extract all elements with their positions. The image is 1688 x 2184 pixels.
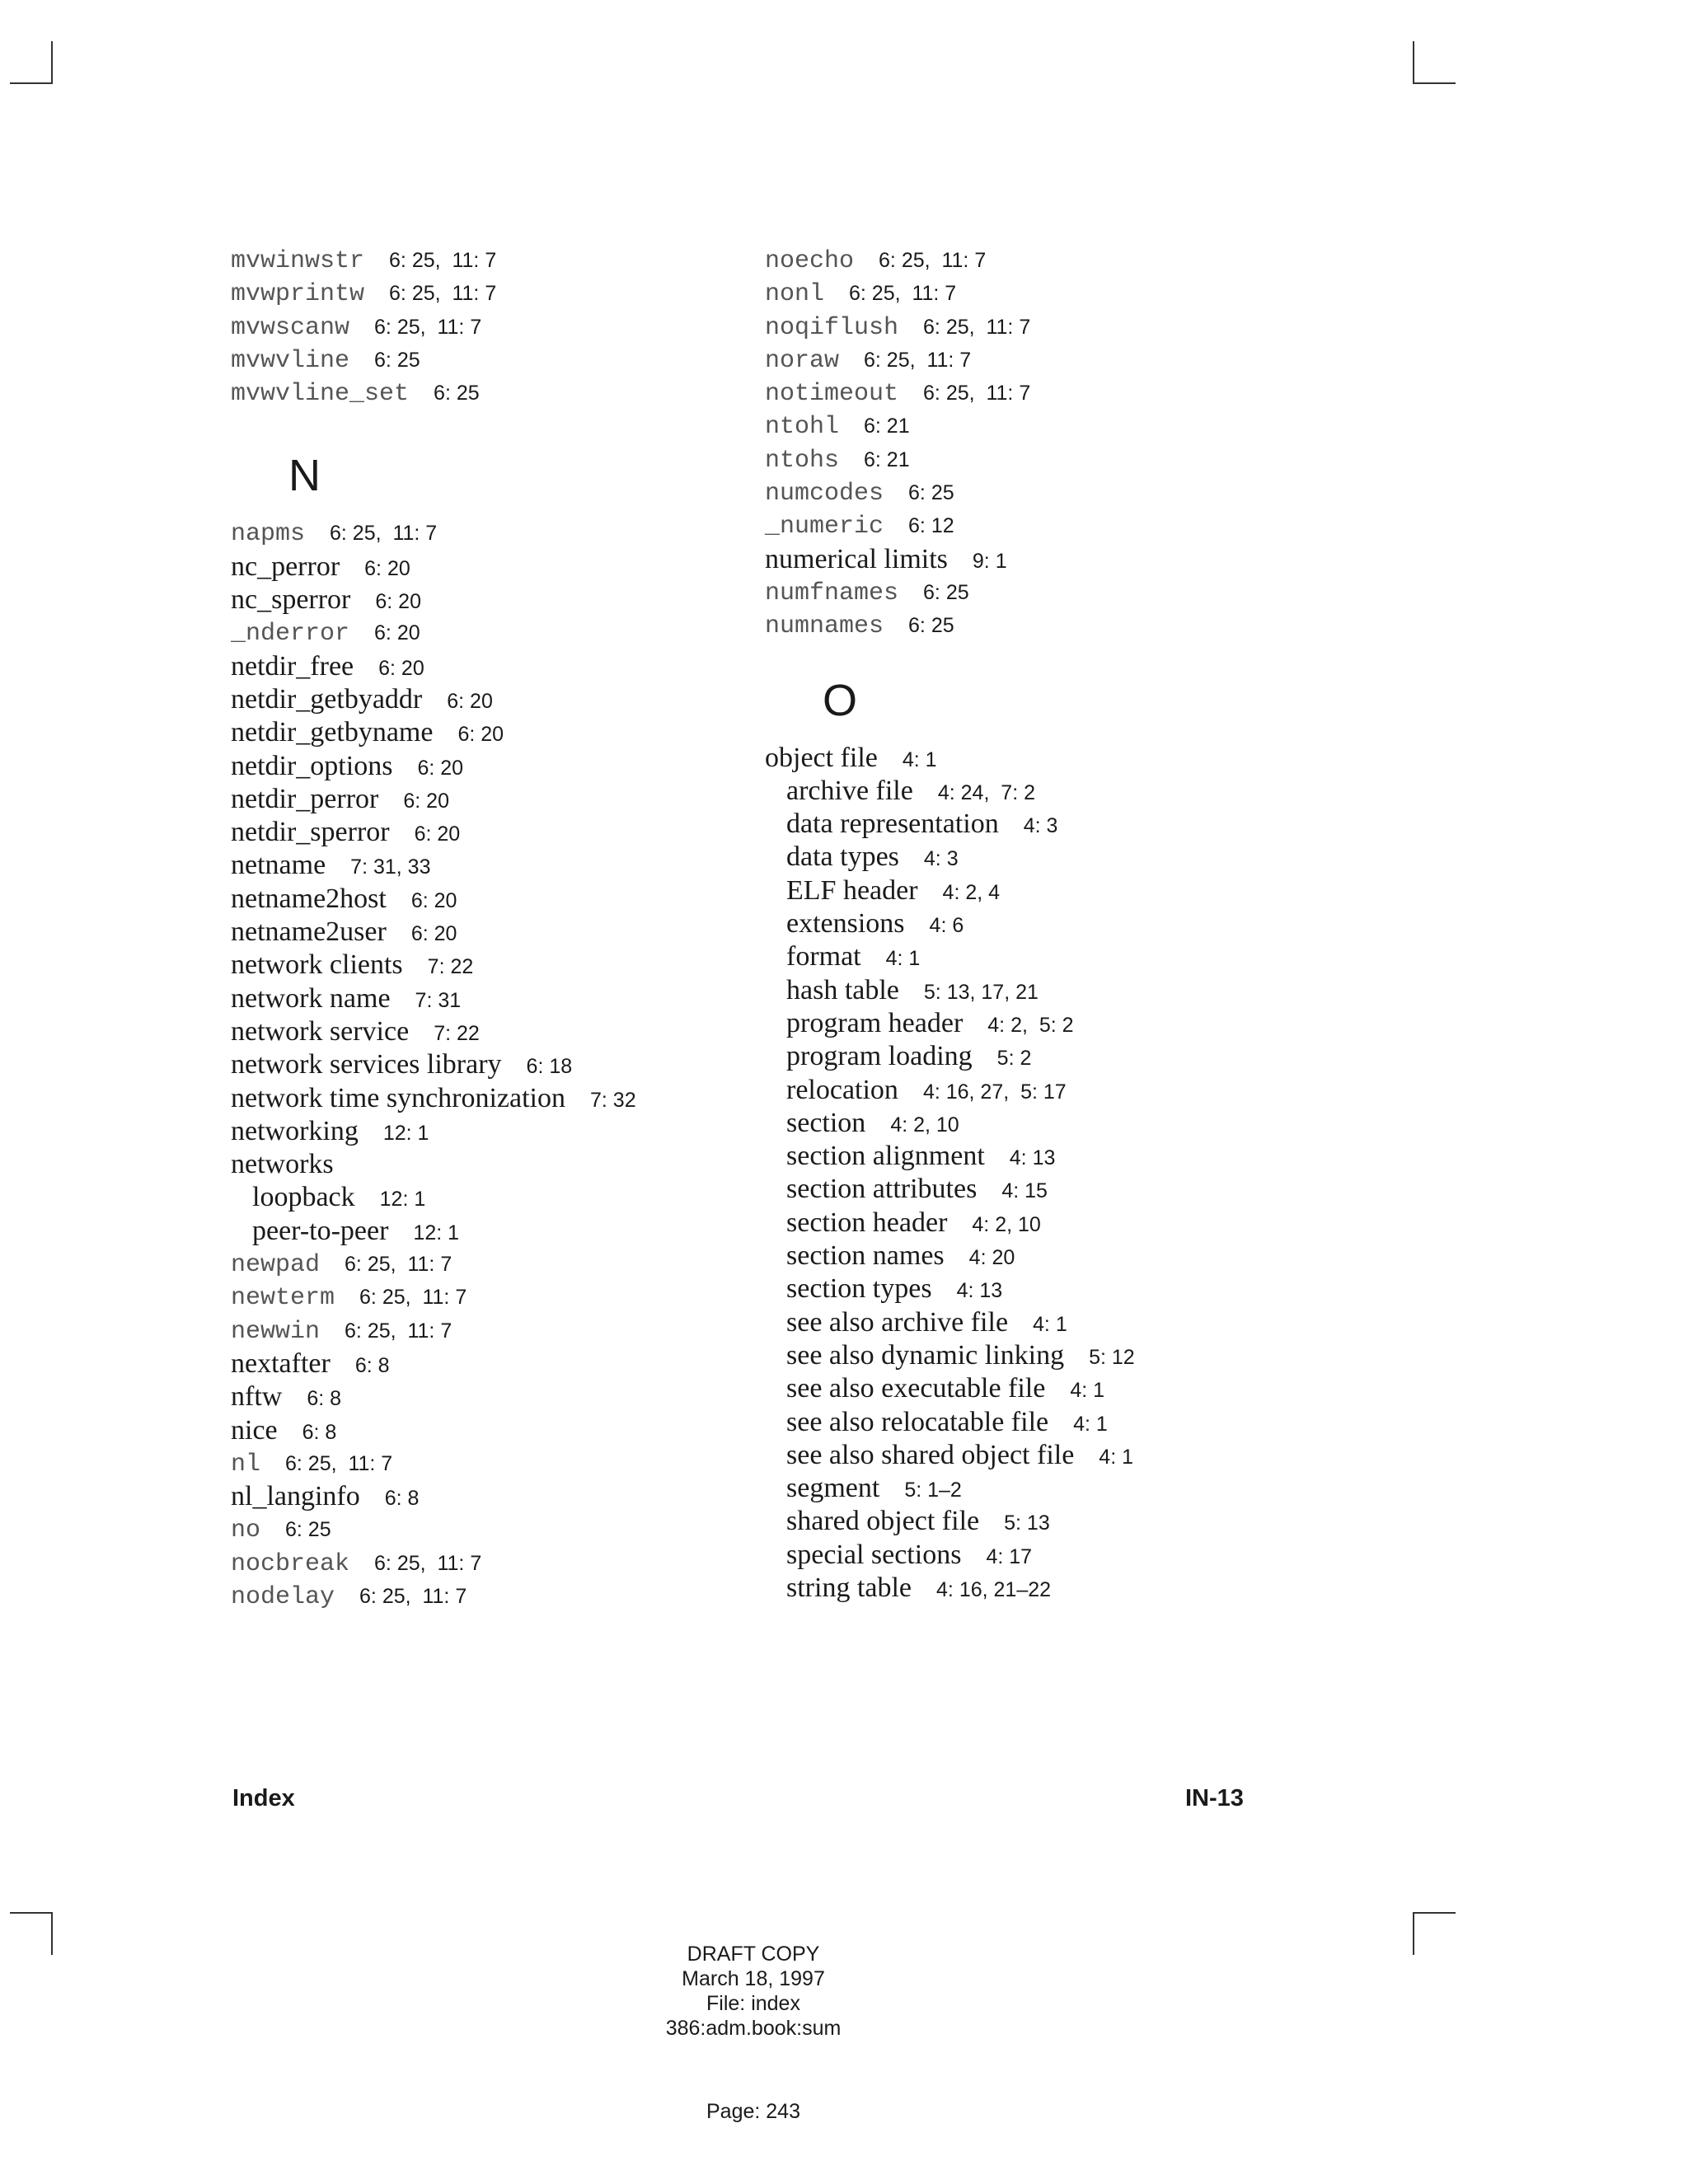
- draft-stamp: [588, 1942, 918, 2041]
- index-term: see also archive file: [786, 1306, 1009, 1338]
- index-page-refs: 6: 25, 11: 7: [389, 249, 497, 272]
- footer-page-number: IN-13: [1185, 1785, 1244, 1811]
- index-term: mvwvline: [231, 346, 350, 375]
- index-term: noraw: [765, 346, 840, 375]
- index-entry: [231, 1347, 636, 1380]
- index-term: networking: [231, 1115, 359, 1146]
- index-page-refs: 6: 25, 11: 7: [330, 522, 438, 546]
- index-page-refs: 4: 13: [1009, 1146, 1056, 1170]
- index-entry: [231, 277, 636, 310]
- index-term: section names: [786, 1240, 945, 1272]
- index-term: netname: [231, 850, 326, 881]
- index-term: netdir_getbyaddr: [231, 683, 423, 715]
- index-page-refs: 6: 20: [410, 888, 457, 912]
- index-entry: [765, 543, 1135, 576]
- index-page-refs: 6: 25, 11: 7: [864, 348, 972, 372]
- index-term: newterm: [231, 1284, 335, 1313]
- index-entry: [765, 1339, 1135, 1372]
- index-term: netdir_free: [231, 650, 354, 682]
- section-letter-o: O: [823, 675, 858, 725]
- index-entry: [765, 841, 1135, 874]
- index-page-refs: 4: 2, 10: [972, 1212, 1041, 1236]
- index-entry: [765, 1372, 1135, 1405]
- index-term: ntohs: [765, 446, 840, 475]
- index-term: program loading: [786, 1041, 973, 1072]
- index-term: object file: [765, 742, 878, 773]
- index-entry: [765, 1207, 1135, 1240]
- index-entry: [231, 1414, 636, 1447]
- index-entry: [765, 1472, 1135, 1505]
- index-page-refs: 4: 1: [1099, 1445, 1133, 1469]
- index-term: _nderror: [231, 620, 350, 649]
- index-page-refs: 6: 25, 11: 7: [359, 1286, 467, 1310]
- index-entry: [231, 916, 636, 949]
- index-entry: [765, 576, 1135, 609]
- index-term: netname2host: [231, 883, 387, 914]
- index-term: newwin: [231, 1317, 321, 1346]
- index-entry: [231, 750, 636, 783]
- index-page-refs: 6: 25, 11: 7: [359, 1584, 467, 1608]
- index-entry: [765, 775, 1135, 808]
- index-entry: [765, 1007, 1135, 1040]
- index-term: string table: [786, 1572, 912, 1603]
- index-entry: [765, 940, 1135, 973]
- index-entry: [231, 650, 636, 683]
- index-entry: [231, 344, 636, 377]
- index-page-refs: 4: 1: [1070, 1379, 1105, 1403]
- index-entry: [765, 1173, 1135, 1206]
- index-term: nice: [231, 1414, 278, 1446]
- index-page-refs: 6: 20: [457, 723, 504, 747]
- index-page-refs: 6: 20: [410, 922, 457, 946]
- index-page-refs: 9: 1: [972, 549, 1007, 573]
- index-entry: [765, 476, 1135, 509]
- index-term: nocbreak: [231, 1549, 350, 1578]
- index-page-refs: 5: 13: [1004, 1511, 1050, 1535]
- index-page-refs: 6: 25: [285, 1518, 331, 1542]
- index-term: section header: [786, 1207, 948, 1238]
- index-page-refs: 12: 1: [382, 1121, 429, 1145]
- index-term: extensions: [786, 908, 905, 940]
- index-page-refs: 12: 1: [379, 1188, 426, 1212]
- index-page-refs: 5: 1–2: [904, 1479, 962, 1502]
- index-entry: [765, 277, 1135, 310]
- index-page-refs: 4: 17: [986, 1544, 1033, 1568]
- index-term: loopback: [252, 1182, 355, 1213]
- index-term: network time synchronization: [231, 1082, 566, 1113]
- index-entry: [231, 716, 636, 749]
- index-page-refs: 5: 12: [1089, 1345, 1135, 1369]
- index-page-refs: 6: 25, 11: 7: [345, 1253, 452, 1277]
- index-page-refs: 4: 3: [1023, 814, 1058, 838]
- index-page-refs: 6: 25, 11: 7: [923, 382, 1031, 405]
- index-page-refs: 4: 20: [968, 1246, 1015, 1270]
- index-term: section: [786, 1107, 866, 1138]
- index-entry: [765, 311, 1135, 344]
- index-entry: [765, 609, 1135, 642]
- index-page-refs: 6: 25, 11: 7: [849, 282, 957, 306]
- crop-mark-top-left: [10, 41, 53, 84]
- index-page-refs: 6: 21: [864, 448, 910, 471]
- index-term: network clients: [231, 949, 403, 981]
- index-page-refs: 4: 2, 4: [942, 880, 1001, 904]
- index-page-refs: 7: 31, 33: [350, 855, 431, 879]
- index-entry: [765, 244, 1135, 277]
- index-entry: [765, 1439, 1135, 1472]
- index-page-refs: 6: 25, 11: 7: [923, 315, 1031, 339]
- index-page-refs: 6: 25: [908, 614, 954, 638]
- index-entry: [765, 1140, 1135, 1173]
- index-page-refs: 4: 3: [923, 847, 959, 871]
- index-entry: [231, 377, 636, 410]
- index-term: mvwvline_set: [231, 380, 410, 409]
- index-page-refs: 6: 25: [434, 382, 480, 405]
- index-term: see also dynamic linking: [786, 1339, 1065, 1371]
- index-page-refs: 6: 8: [384, 1487, 420, 1511]
- index-term: nl: [231, 1450, 261, 1479]
- index-term: napms: [231, 520, 306, 549]
- index-page-refs: 6: 12: [908, 514, 954, 538]
- index-term: _numeric: [765, 513, 884, 541]
- entry-group-top: [765, 244, 1135, 643]
- index-entry: [231, 982, 636, 1015]
- index-entry: [765, 1272, 1135, 1305]
- index-entry: [231, 1215, 636, 1248]
- index-term: nc_perror: [231, 551, 340, 582]
- index-page-refs: 6: 20: [414, 823, 461, 846]
- index-term: nodelay: [231, 1582, 335, 1611]
- index-entry: [765, 377, 1135, 410]
- index-term: section alignment: [786, 1141, 985, 1172]
- index-term: nl_langinfo: [231, 1481, 360, 1512]
- index-entry: [765, 742, 1135, 775]
- index-term: archive file: [786, 775, 913, 806]
- index-term: section types: [786, 1273, 932, 1305]
- index-term: section attributes: [786, 1174, 978, 1205]
- index-entry: [231, 1015, 636, 1048]
- index-term: ntohl: [765, 413, 840, 442]
- index-page-refs: 6: 25, 11: 7: [285, 1451, 393, 1475]
- index-entry: [231, 1281, 636, 1314]
- index-page-refs: 6: 25, 11: 7: [389, 282, 497, 306]
- index-page-refs: 6: 25, 11: 7: [879, 249, 987, 272]
- index-entry: [231, 849, 636, 882]
- index-entry: [231, 949, 636, 982]
- index-page-refs: 4: 2, 5: 2: [987, 1013, 1074, 1037]
- index-term: peer-to-peer: [252, 1215, 389, 1246]
- index-term: netname2user: [231, 916, 387, 948]
- crop-mark-top-right: [1413, 41, 1456, 84]
- index-page-refs: 5: 13, 17, 21: [923, 980, 1039, 1004]
- index-entry: [765, 344, 1135, 377]
- index-entry: [231, 1380, 636, 1413]
- index-entry: [765, 874, 1135, 907]
- index-entry: [231, 1181, 636, 1214]
- index-page-refs: 7: 22: [434, 1021, 480, 1045]
- index-page-refs: 7: 32: [590, 1088, 636, 1112]
- index-page-refs: 6: 18: [526, 1055, 573, 1079]
- index-page-refs: 6: 25: [374, 348, 420, 372]
- index-term: no: [231, 1516, 261, 1545]
- index-entry: [231, 244, 636, 277]
- index-entry: [231, 311, 636, 344]
- index-page-refs: 6: 20: [378, 656, 424, 680]
- index-page-refs: 7: 31: [415, 988, 462, 1012]
- index-term: nftw: [231, 1381, 283, 1413]
- index-page-refs: 4: 16, 27, 5: 17: [922, 1080, 1067, 1104]
- index-entry: [231, 551, 636, 583]
- draft-file: File: index: [706, 1992, 800, 2015]
- index-term: noqiflush: [765, 313, 899, 342]
- index-page-refs: 4: 1: [1073, 1412, 1108, 1436]
- index-term: notimeout: [765, 380, 899, 409]
- index-page-refs: 6: 25, 11: 7: [345, 1319, 452, 1343]
- section-letter-n: N: [288, 451, 321, 501]
- footer-section-title: Index: [232, 1785, 295, 1811]
- index-entry: [231, 783, 636, 816]
- index-entry: [765, 1306, 1135, 1339]
- index-page-refs: 12: 1: [413, 1221, 460, 1244]
- index-entry: [231, 1248, 636, 1281]
- index-entry: [765, 974, 1135, 1007]
- index-entry: [231, 1547, 636, 1580]
- index-term: nextafter: [231, 1347, 331, 1379]
- page-label: Page: 243: [706, 2100, 800, 2123]
- index-term: see also shared object file: [786, 1439, 1075, 1470]
- index-term: see also executable file: [786, 1373, 1046, 1404]
- index-entry: [765, 1539, 1135, 1572]
- index-page-refs: 6: 25, 11: 7: [374, 1551, 482, 1575]
- index-term: network name: [231, 982, 391, 1014]
- index-term: program header: [786, 1007, 964, 1038]
- index-entry: [765, 1040, 1135, 1073]
- index-term: hash table: [786, 974, 899, 1005]
- index-entry: [765, 1107, 1135, 1140]
- crop-mark-bottom-left: [10, 1912, 53, 1955]
- index-term: special sections: [786, 1539, 962, 1570]
- draft-date: March 18, 1997: [682, 1967, 825, 1990]
- index-term: network services library: [231, 1049, 502, 1080]
- index-page-refs: 7: 22: [427, 955, 474, 979]
- index-term: numnames: [765, 612, 884, 641]
- index-term: mvwprintw: [231, 280, 365, 309]
- index-entry: [231, 1148, 636, 1181]
- entry-group-n: [231, 517, 636, 1613]
- index-entry: [231, 583, 636, 616]
- index-page-refs: 6: 25, 11: 7: [374, 315, 482, 339]
- index-term: mvwscanw: [231, 313, 350, 342]
- index-page-refs: 6: 20: [375, 590, 421, 614]
- index-term: data types: [786, 841, 899, 873]
- index-page-refs: 4: 1: [885, 947, 921, 971]
- index-page-refs: 6: 8: [307, 1387, 342, 1411]
- index-term: netdir_getbyname: [231, 717, 434, 748]
- index-term: netdir_options: [231, 750, 393, 781]
- index-page-refs: 6: 8: [302, 1420, 337, 1444]
- index-page-refs: 4: 1: [902, 748, 937, 771]
- draft-line: DRAFT COPY: [687, 1943, 820, 1966]
- index-page-refs: 4: 6: [929, 914, 964, 938]
- index-page-refs: 6: 20: [364, 556, 410, 580]
- index-term: numfnames: [765, 579, 899, 607]
- index-term: netdir_sperror: [231, 817, 390, 848]
- index-entry: [765, 1074, 1135, 1107]
- index-entry: [231, 816, 636, 849]
- index-term: ELF header: [786, 874, 918, 906]
- index-entry: [231, 616, 636, 649]
- index-entry: [765, 1406, 1135, 1439]
- index-page-refs: 6: 20: [374, 621, 420, 645]
- index-entry: [231, 1480, 636, 1513]
- index-term: newpad: [231, 1251, 321, 1280]
- index-entry: [231, 1115, 636, 1148]
- index-term: numcodes: [765, 480, 884, 509]
- index-term: format: [786, 941, 861, 972]
- index-entry: [765, 1572, 1135, 1605]
- index-entry: [231, 1315, 636, 1347]
- index-entry: [231, 883, 636, 916]
- index-entry: [765, 808, 1135, 841]
- index-page-refs: 4: 15: [1001, 1179, 1048, 1203]
- index-entry: [231, 1048, 636, 1081]
- draft-book: 386:adm.book:sum: [665, 2017, 842, 2040]
- index-entry: [231, 1447, 636, 1480]
- index-term: relocation: [786, 1074, 898, 1105]
- index-term: nonl: [765, 280, 825, 309]
- index-entry: [765, 509, 1135, 542]
- index-page-refs: 6: 20: [417, 756, 464, 780]
- index-page-refs: 6: 20: [447, 689, 493, 713]
- index-entry: [765, 1505, 1135, 1538]
- index-column-right: [765, 244, 1135, 1605]
- index-entry: [231, 1580, 636, 1613]
- index-page-refs: 4: 1: [1033, 1312, 1067, 1336]
- index-page-refs: 6: 21: [864, 415, 910, 438]
- index-entry: [765, 443, 1135, 476]
- index-term: noecho: [765, 247, 855, 275]
- index-term: data representation: [786, 808, 999, 840]
- index-page-refs: 6: 20: [403, 789, 449, 813]
- index-term: segment: [786, 1473, 880, 1504]
- index-page-refs: 4: 24, 7: 2: [937, 780, 1035, 804]
- index-column-left: [231, 244, 636, 1613]
- entry-group-o: [765, 742, 1135, 1605]
- index-page-refs: 5: 2: [996, 1047, 1032, 1071]
- index-term: networks: [231, 1149, 334, 1180]
- index-entry: [231, 517, 636, 550]
- index-entry: [231, 1082, 636, 1115]
- index-page-refs: 6: 8: [354, 1353, 390, 1377]
- crop-mark-bottom-right: [1413, 1912, 1456, 1955]
- index-page-refs: 6: 25: [923, 580, 969, 604]
- index-term: see also relocatable file: [786, 1406, 1049, 1437]
- entry-group-top: [231, 244, 636, 410]
- index-page-refs: 4: 2, 10: [890, 1113, 959, 1137]
- index-entry: [765, 410, 1135, 443]
- index-page-refs: 4: 16, 21–22: [936, 1577, 1052, 1601]
- index-term: numerical limits: [765, 543, 948, 574]
- index-entry: [765, 1240, 1135, 1272]
- index-term: network service: [231, 1015, 410, 1047]
- index-term: mvwinwstr: [231, 247, 365, 275]
- index-entry: [765, 907, 1135, 940]
- index-page-refs: 6: 25: [908, 481, 954, 505]
- index-entry: [231, 1513, 636, 1546]
- index-entry: [231, 683, 636, 716]
- index-term: shared object file: [786, 1506, 980, 1537]
- index-term: nc_sperror: [231, 584, 351, 616]
- index-page-refs: 4: 13: [956, 1279, 1003, 1303]
- index-term: netdir_perror: [231, 783, 379, 814]
